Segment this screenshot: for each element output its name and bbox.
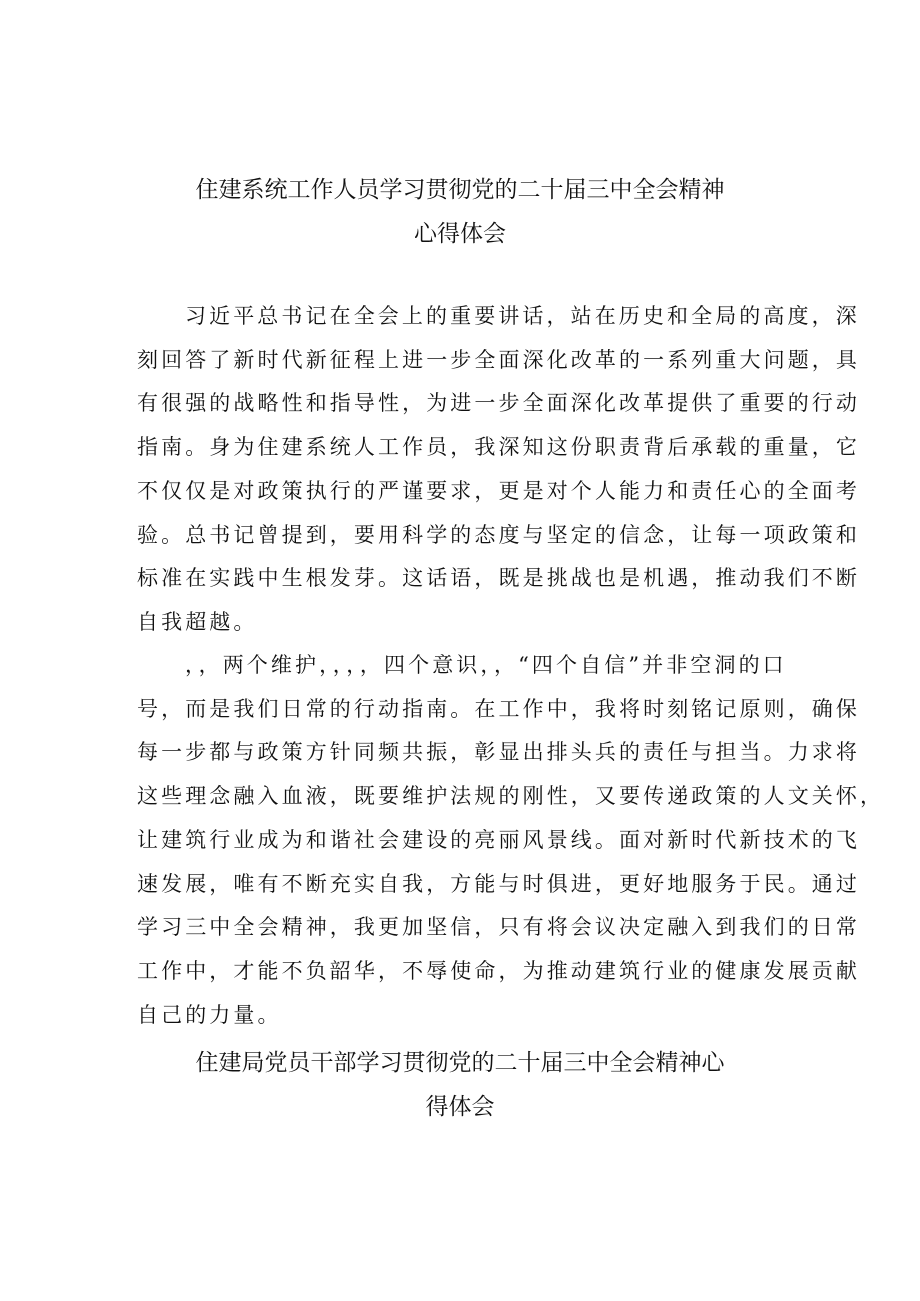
- document-title: [0, 168, 920, 256]
- paragraph-line: 有很强的战略性和指导性，为进一步全面深化改革提供了重要的行动: [137, 391, 860, 416]
- paragraph-line: 标准在实践中生根发芽。这话语，既是挑战也是机遇，推动我们不断: [137, 566, 860, 591]
- paragraph-line: 让建筑行业成为和谐社会建设的亮丽风景线。面对新时代新技术的飞: [137, 827, 860, 852]
- paragraph-line: ，，两个维护，，，，四个意识，，“四个自信”并非空洞的口: [185, 653, 787, 677]
- paragraph-line: 这些理念融入血液，既要维护法规的刚性，又要传递政策的人文关怀，: [137, 784, 885, 809]
- paragraph-line: 号，而是我们日常的行动指南。在工作中，我将时刻铭记原则，确保: [137, 696, 860, 721]
- paragraph-line: 指南。身为住建系统人工作员，我深知这份职责背后承载的重量，它: [137, 435, 860, 460]
- paragraph-line: 不仅仅是对政策执行的严谨要求，更是对个人能力和责任心的全面考: [137, 478, 860, 503]
- title-line: 得体会: [425, 1094, 495, 1120]
- title-line: 住建局党员干部学习贯彻党的二十届三中全会精神心: [195, 1050, 725, 1076]
- paragraph-line: 自己的力量。: [137, 1002, 282, 1027]
- paragraph-line: 学习三中全会精神，我更加坚信，只有将会议决定融入到我们的日常: [137, 915, 860, 940]
- paragraph-line: 习近平总书记在全会上的重要讲话，站在历史和全局的高度，深: [185, 304, 860, 328]
- title-line: 心得体会: [414, 221, 506, 247]
- paragraph-line: 速发展，唯有不断充实自我，方能与时俱进，更好地服务于民。通过: [137, 871, 860, 896]
- paragraph-line: 自我超越。: [137, 609, 258, 634]
- section-title: [0, 1041, 920, 1129]
- title-line: 住建系统工作人员学习贯彻党的二十届三中全会精神: [195, 177, 725, 203]
- paragraph-line: 每一步都与政策方针同频共振，彰显出排头兵的责任与担当。力求将: [137, 740, 860, 765]
- paragraph-line: 工作中，才能不负韶华，不辱使命，为推动建筑行业的健康发展贡献: [137, 958, 860, 983]
- body-paragraph: [137, 295, 860, 645]
- body-paragraph: [137, 644, 885, 1037]
- paragraph-line: 刻回答了新时代新征程上进一步全面深化改革的一系列重大问题，具: [137, 347, 860, 372]
- paragraph-line: 验。总书记曾提到，要用科学的态度与坚定的信念，让每一项政策和: [137, 522, 860, 547]
